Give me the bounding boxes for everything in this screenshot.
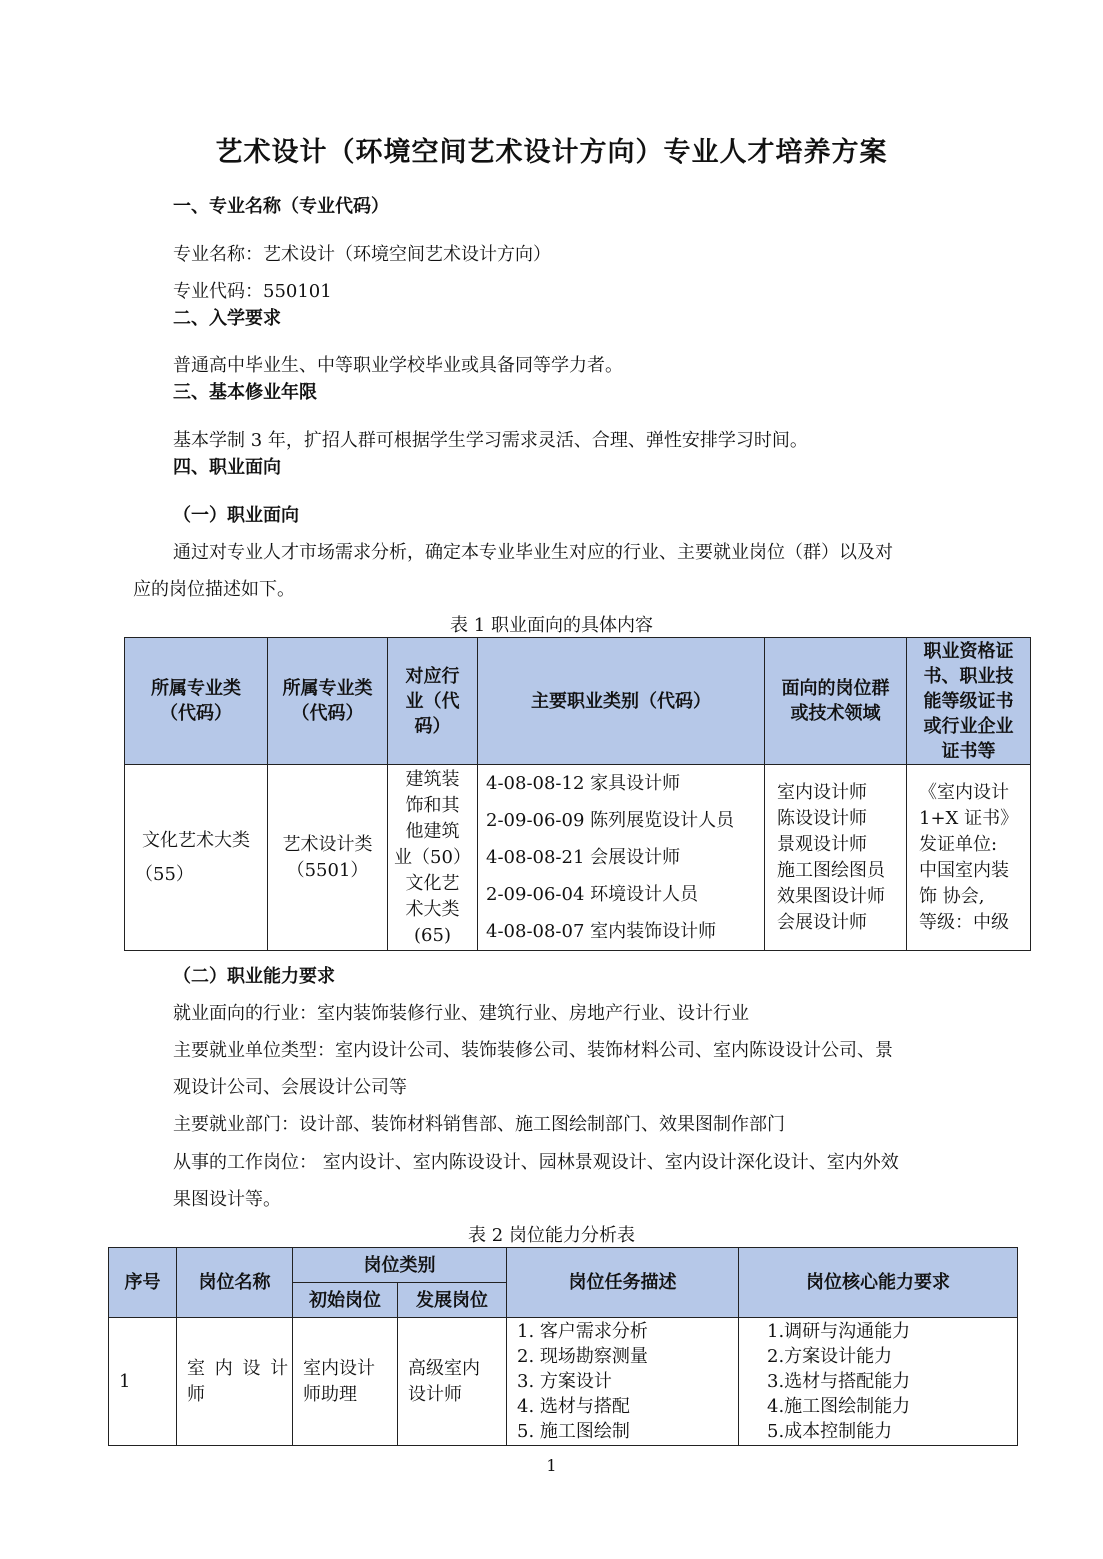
table-1-caption: 表 1 职业面向的具体内容 bbox=[450, 615, 653, 636]
header-job-group: 面向的岗位群 或技术领域 bbox=[765, 638, 907, 765]
ability-line-5: 从事的工作岗位： 室内设计、室内陈设设计、园林景观设计、室内设计深化设计、室内外效 bbox=[173, 1152, 899, 1173]
section-4-heading: 四、职业面向 bbox=[173, 457, 281, 478]
major-name: 专业名称：艺术设计（环境空间艺术设计方向） bbox=[173, 244, 551, 265]
cell-industry: 建筑装 饰和其 他建筑 业（50） 文化艺 术大类 (65) bbox=[388, 765, 478, 951]
cell-occupation: 4-08-08-12 家具设计师 2-09-06-09 陈列展览设计人员 4-08-08-21 会展设计师 2-09-06-04 环境设计人员 4-08-08-07 室内装饰设计师 bbox=[478, 765, 765, 951]
section-3-heading: 三、基本修业年限 bbox=[173, 382, 317, 403]
career-orientation-table bbox=[124, 637, 1031, 951]
header-task-description: 岗位任务描述 bbox=[507, 1248, 739, 1318]
header-major-category: 所属专业类 （代码） bbox=[125, 638, 268, 765]
table-header-row bbox=[109, 1248, 1018, 1283]
header-initial-position: 初始岗位 bbox=[293, 1283, 398, 1318]
header-development-position: 发展岗位 bbox=[398, 1283, 507, 1318]
major-code: 专业代码：550101 bbox=[173, 281, 332, 302]
section-2-heading: 二、入学要求 bbox=[173, 308, 281, 329]
cell-task-description: 1. 客户需求分析 2. 现场勘察测量 3. 方案设计 4. 选材与搭配 5. 施工图绘制 bbox=[507, 1318, 739, 1446]
page-title: 艺术设计（环境空间艺术设计方向）专业人才培养方案 bbox=[215, 137, 888, 168]
intro-line-1: 通过对专业人才市场需求分析，确定本专业毕业生对应的行业、主要就业岗位（群）以及对 bbox=[173, 542, 893, 563]
subsection-ability-requirements: （二）职业能力要求 bbox=[173, 966, 335, 987]
header-job-name: 岗位名称 bbox=[177, 1248, 293, 1318]
table-row bbox=[125, 765, 1031, 951]
cell-core-ability: 1.调研与沟通能力 2.方案设计能力 3.选材与搭配能力 4.施工图绘制能力 5.成本控制能力 bbox=[739, 1318, 1018, 1446]
cell-initial-position: 室内设计 师助理 bbox=[293, 1318, 398, 1446]
page-number: 1 bbox=[546, 1456, 557, 1475]
cell-development-position: 高级室内 设计师 bbox=[398, 1318, 507, 1446]
ability-line-6: 果图设计等。 bbox=[173, 1189, 281, 1210]
ability-line-4: 主要就业部门：设计部、装饰材料销售部、施工图绘制部门、效果图制作部门 bbox=[173, 1114, 785, 1135]
cell-major-category: 文化艺术大类 （55） bbox=[125, 765, 268, 951]
header-industry: 对应行 业（代 码） bbox=[388, 638, 478, 765]
section-1-heading: 一、专业名称（专业代码） bbox=[173, 196, 389, 217]
ability-line-3: 观设计公司、会展设计公司等 bbox=[173, 1077, 407, 1098]
ability-line-1: 就业面向的行业：室内装饰装修行业、建筑行业、房地产行业、设计行业 bbox=[173, 1003, 749, 1024]
header-no: 序号 bbox=[109, 1248, 177, 1318]
cell-no: 1 bbox=[109, 1318, 177, 1446]
duration-text: 基本学制 3 年，扩招人群可根据学生学习需求灵活、合理、弹性安排学习时间。 bbox=[173, 430, 808, 451]
table-2-caption: 表 2 岗位能力分析表 bbox=[468, 1225, 635, 1246]
job-ability-table bbox=[108, 1247, 1018, 1446]
table-header-row bbox=[125, 638, 1031, 765]
admission-text: 普通高中毕业生、中等职业学校毕业或具备同等学力者。 bbox=[173, 355, 623, 376]
header-major-class: 所属专业类 （代码） bbox=[268, 638, 388, 765]
table-row bbox=[109, 1318, 1018, 1446]
intro-line-2: 应的岗位描述如下。 bbox=[133, 579, 295, 600]
ability-line-2: 主要就业单位类型：室内设计公司、装饰装修公司、装饰材料公司、室内陈设设计公司、景 bbox=[173, 1040, 893, 1061]
cell-job-name: 室 内 设 计 师 bbox=[177, 1318, 293, 1446]
header-job-category: 岗位类别 bbox=[293, 1248, 507, 1283]
cell-major-class: 艺术设计类 （5501） bbox=[268, 765, 388, 951]
header-certificates: 职业资格证 书、职业技 能等级证书 或行业企业 证书等 bbox=[907, 638, 1031, 765]
cell-certificates: 《室内设计 1+X 证书》 发证单位: 中国室内装 饰 协会, 等级：中级 bbox=[907, 765, 1031, 951]
subsection-career-orientation: （一）职业面向 bbox=[173, 505, 299, 526]
cell-job-group: 室内设计师 陈设设计师 景观设计师 施工图绘图员 效果图设计师 会展设计师 bbox=[765, 765, 907, 951]
header-core-ability: 岗位核心能力要求 bbox=[739, 1248, 1018, 1318]
header-occupation: 主要职业类别（代码） bbox=[478, 638, 765, 765]
